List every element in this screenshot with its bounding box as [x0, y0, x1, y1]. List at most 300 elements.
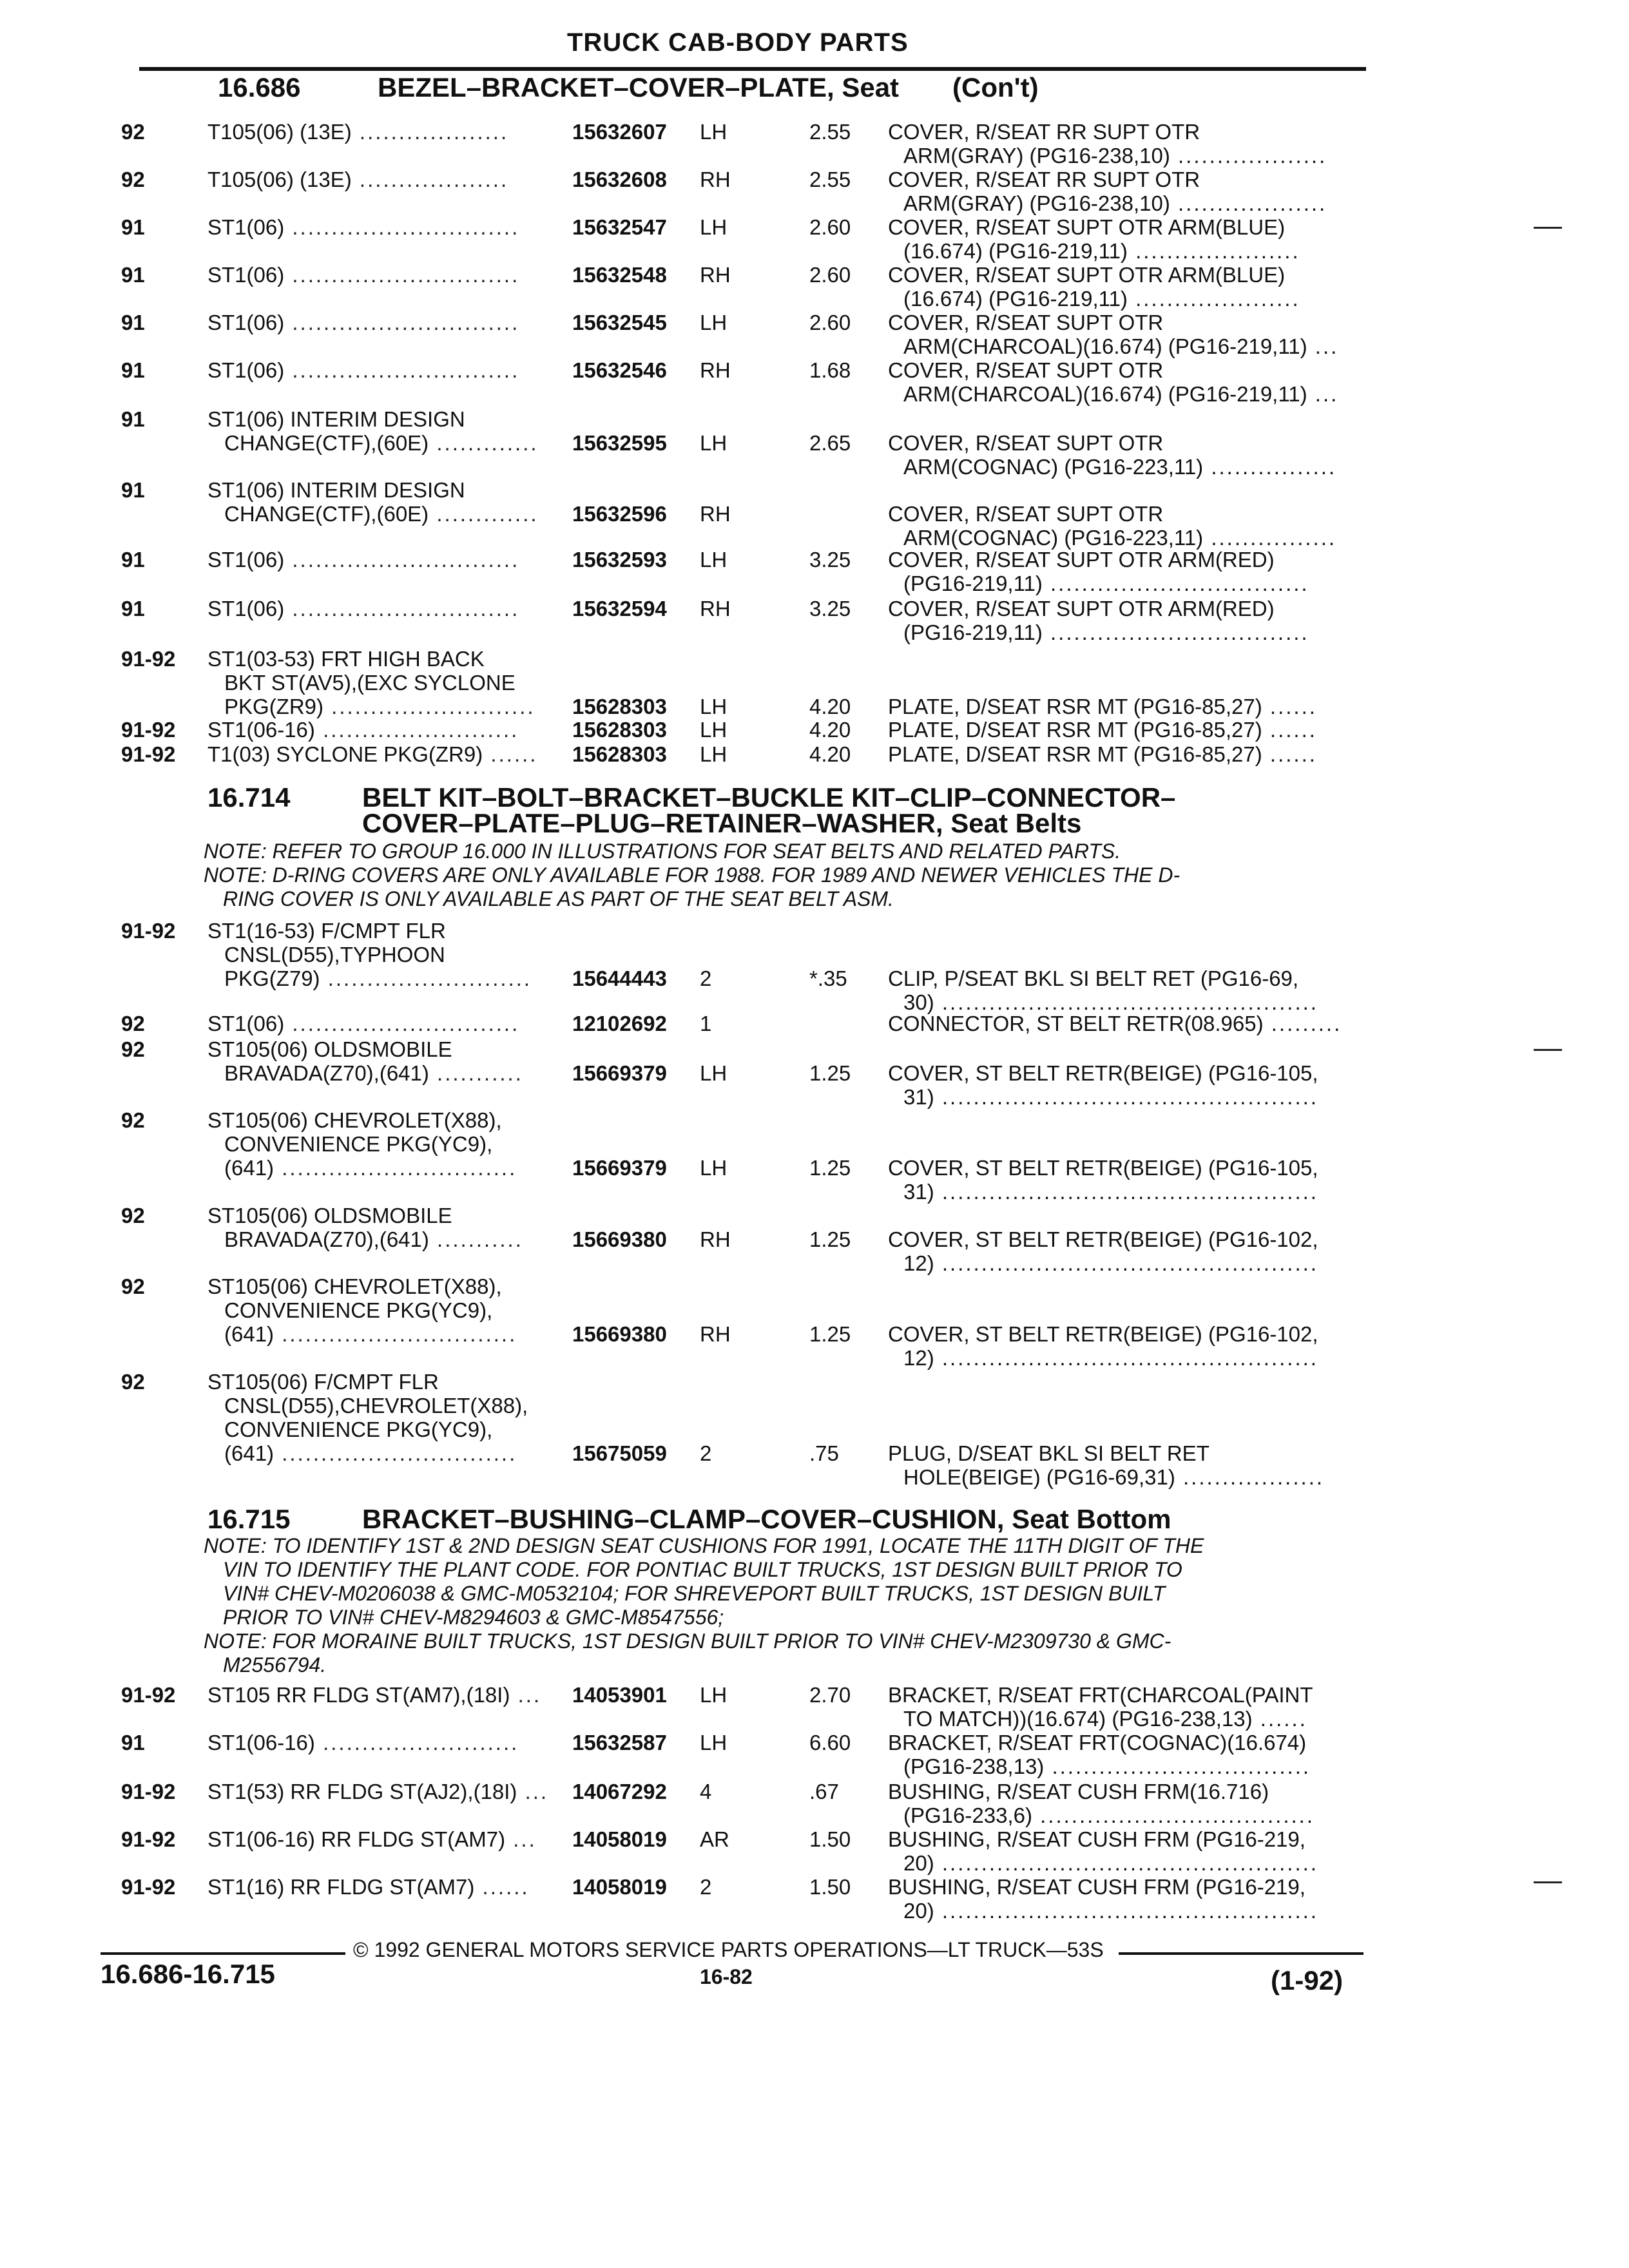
dot-leader: .........	[1263, 1012, 1342, 1035]
quantity-or-side: LH	[700, 120, 728, 144]
application-line	[207, 597, 568, 620]
part-name: BUSHING,	[888, 1827, 991, 1851]
part-number: 15632547	[572, 215, 667, 239]
section-title-continued	[362, 808, 1081, 839]
dot-leader: .................................	[1042, 572, 1309, 595]
dot-leader: .........................	[314, 1731, 519, 1754]
model-year: 92	[121, 168, 145, 191]
part-detail: R/SEAT SUPT OTR ARM(BLUE)	[975, 215, 1286, 239]
part-description-line	[888, 1251, 1318, 1275]
part-description	[888, 1227, 1318, 1275]
application-description	[207, 1274, 568, 1346]
application-description	[207, 215, 568, 239]
dot-leader: .....................	[1127, 287, 1300, 311]
page-header-title: TRUCK CAB-BODY PARTS	[567, 28, 909, 57]
application-description	[207, 647, 568, 718]
dot-leader: ................................................	[934, 1180, 1318, 1204]
part-detail: ST BELT RETR(BEIGE) (PG16-105,	[975, 1156, 1318, 1180]
model-year: 91-92	[121, 1780, 176, 1803]
part-description-line	[888, 572, 1309, 595]
model-year: 91	[121, 548, 145, 572]
dot-leader: ................................................	[934, 1899, 1318, 1923]
quantity-or-side: 2	[700, 1441, 712, 1465]
unit-price: 2.65	[809, 431, 851, 455]
unit-price: 3.25	[809, 597, 851, 620]
part-name: BUSHING,	[888, 1875, 991, 1899]
part-description-line	[888, 1441, 1324, 1465]
application-description	[207, 311, 568, 334]
part-description-line	[888, 334, 1338, 358]
part-detail: ST BELT RETR(08.965)	[1036, 1012, 1264, 1035]
footer-copyright: © 1992 GENERAL MOTORS SERVICE PARTS OPERATIONS—LT TRUCK—53S	[353, 1938, 1104, 1961]
part-number: 14053901	[572, 1683, 667, 1707]
section-title: BRACKET–BUSHING–CLAMP–COVER–CUSHION, Seat Bottom	[362, 1504, 1171, 1534]
part-detail: (16.674) (PG16-219,11)	[903, 287, 1128, 311]
part-description-line	[888, 455, 1336, 479]
part-name: BRACKET,	[888, 1683, 992, 1707]
part-description-line	[888, 431, 1336, 455]
model-year: 91-92	[121, 647, 176, 671]
part-description-line	[888, 1875, 1318, 1899]
part-detail: R/SEAT CUSH FRM (PG16-219,	[996, 1827, 1306, 1851]
model-year: 92	[121, 1012, 145, 1035]
part-description-line	[888, 1180, 1318, 1204]
section-number: 16.686	[218, 72, 301, 102]
dot-leader: .............................	[284, 311, 520, 334]
part-detail: 12)	[903, 1346, 934, 1370]
part-description-line	[888, 1803, 1315, 1827]
application-text: ST1(06-16)	[207, 718, 315, 742]
margin-mark	[1534, 227, 1562, 229]
unit-price: 1.25	[809, 1061, 851, 1085]
section-note-line: PRIOR TO VIN# CHEV-M8294603 & GMC-M8547556;	[223, 1606, 724, 1629]
application-line	[207, 1418, 568, 1441]
dot-leader: ...	[510, 1683, 542, 1707]
application-line	[207, 1037, 568, 1061]
application-line	[207, 1731, 568, 1754]
dot-leader: ................................................	[934, 1085, 1318, 1109]
part-description	[888, 1156, 1318, 1204]
unit-price: 6.60	[809, 1731, 851, 1754]
part-number: 15669380	[572, 1322, 667, 1346]
application-text: ST1(16-53) F/CMPT FLR	[207, 919, 446, 943]
application-text: CHANGE(CTF),(60E)	[224, 502, 429, 526]
margin-mark	[1534, 1049, 1562, 1051]
dot-leader: ...................	[351, 120, 509, 144]
part-description-line	[888, 1012, 1342, 1035]
application-description	[207, 1780, 568, 1803]
unit-price: 4.20	[809, 695, 851, 718]
part-name: COVER,	[888, 1156, 970, 1180]
part-description	[888, 1441, 1324, 1489]
part-description	[888, 1780, 1315, 1827]
model-year: 91-92	[121, 1827, 176, 1851]
quantity-or-side: LH	[700, 695, 728, 718]
section-title-line2: COVER–PLATE–PLUG–RETAINER–WASHER, Seat Belts	[362, 808, 1082, 838]
part-description	[888, 1322, 1318, 1370]
part-detail: R/SEAT SUPT OTR	[975, 311, 1164, 334]
section-note-line: NOTE: TO IDENTIFY 1ST & 2ND DESIGN SEAT CUSHIONS FOR 1991, LOCATE THE 11TH DIGIT OF THE	[204, 1534, 1204, 1557]
application-line	[207, 943, 568, 966]
part-description-line	[888, 1085, 1318, 1109]
application-text: ST105(06) CHEVROLET(X88),	[207, 1274, 502, 1298]
part-description	[888, 1061, 1318, 1109]
application-line	[207, 1012, 568, 1035]
model-year: 91	[121, 1731, 145, 1754]
part-detail: 31)	[903, 1085, 934, 1109]
part-name: COVER,	[888, 1227, 970, 1251]
dot-leader: .............................	[284, 548, 520, 572]
application-description	[207, 478, 568, 526]
unit-price: *.35	[809, 966, 847, 990]
application-text: ST105(06) CHEVROLET(X88),	[207, 1108, 502, 1132]
part-detail: D/SEAT BKL SI BELT RET	[958, 1441, 1210, 1465]
unit-price: .67	[809, 1780, 839, 1803]
model-year: 91	[121, 263, 145, 287]
dot-leader: .............................	[284, 215, 520, 239]
part-description	[888, 263, 1300, 311]
part-detail: ARM(CHARCOAL)(16.674) (PG16-219,11)	[903, 334, 1307, 358]
application-text: CONVENIENCE PKG(YC9),	[224, 1132, 493, 1156]
part-description-line	[888, 966, 1318, 990]
application-text: PKG(Z79)	[224, 966, 320, 990]
application-line	[207, 1204, 568, 1227]
quantity-or-side: LH	[700, 1731, 728, 1754]
application-description	[207, 1108, 568, 1180]
application-description	[207, 120, 568, 144]
dot-leader: .............	[429, 502, 539, 526]
application-line	[207, 1394, 568, 1418]
part-description-line	[888, 597, 1309, 620]
part-description-line	[888, 1899, 1318, 1923]
dot-leader: ......	[483, 742, 538, 766]
quantity-or-side: LH	[700, 311, 728, 334]
part-description	[888, 548, 1309, 595]
dot-leader: ...................	[1170, 191, 1327, 215]
part-detail: (PG16-219,11)	[903, 572, 1043, 595]
unit-price: 1.25	[809, 1156, 851, 1180]
dot-leader: ................................................	[934, 990, 1318, 1014]
part-detail: (PG16-219,11)	[903, 620, 1043, 644]
application-description	[207, 1204, 568, 1251]
dot-leader: ................................................	[934, 1251, 1318, 1275]
application-line	[207, 431, 568, 455]
quantity-or-side: LH	[700, 718, 728, 742]
part-name: COVER,	[888, 358, 970, 382]
application-line	[207, 1108, 568, 1132]
dot-leader: ...................	[1170, 144, 1327, 168]
application-description	[207, 718, 568, 742]
quantity-or-side: RH	[700, 263, 731, 287]
part-detail: ARM(COGNAC) (PG16-223,11)	[903, 526, 1204, 550]
quantity-or-side: 1	[700, 1012, 712, 1035]
part-number: 15669380	[572, 1227, 667, 1251]
part-detail: ARM(GRAY) (PG16-238,10)	[903, 191, 1170, 215]
part-detail: ST BELT RETR(BEIGE) (PG16-102,	[975, 1227, 1318, 1251]
part-number: 15632548	[572, 263, 667, 287]
dot-leader: .............................	[284, 1012, 520, 1035]
part-description-line	[888, 1780, 1315, 1803]
part-number: 14058019	[572, 1875, 667, 1899]
part-number: 15632596	[572, 502, 667, 526]
part-detail: D/SEAT RSR MT (PG16-85,27)	[965, 695, 1262, 718]
footer-group-range: 16.686-16.715	[101, 1959, 275, 1989]
application-text: ST1(06)	[207, 215, 285, 239]
application-text: ST1(06-16)	[207, 1731, 315, 1754]
section-note-line: NOTE: FOR MORAINE BUILT TRUCKS, 1ST DESIGN BUILT PRIOR TO VIN# CHEV-M2309730 & GMC-	[204, 1629, 1171, 1653]
dot-leader: ..........................	[323, 695, 535, 718]
application-description	[207, 168, 568, 191]
unit-price: 1.68	[809, 358, 851, 382]
part-number: 15632593	[572, 548, 667, 572]
application-line	[207, 1827, 568, 1851]
application-text: ST105(06) OLDSMOBILE	[207, 1037, 452, 1061]
section-title: BELT KIT–BOLT–BRACKET–BUCKLE KIT–CLIP–CONNECTOR–	[362, 782, 1176, 812]
application-description	[207, 1827, 568, 1851]
application-line	[207, 168, 568, 191]
quantity-or-side: 2	[700, 1875, 712, 1899]
model-year: 92	[121, 1204, 145, 1227]
part-description-line	[888, 1754, 1311, 1778]
application-text: CHANGE(CTF),(60E)	[224, 431, 429, 455]
dot-leader: ...	[1307, 382, 1339, 406]
part-description-line	[888, 1227, 1318, 1251]
part-description	[888, 1731, 1311, 1778]
part-detail: 20)	[903, 1899, 934, 1923]
footer-rule-right	[1119, 1952, 1364, 1955]
quantity-or-side: LH	[700, 431, 728, 455]
application-text: ST1(06) INTERIM DESIGN	[207, 478, 465, 502]
model-year: 91-92	[121, 919, 176, 943]
application-line	[207, 1875, 568, 1899]
dot-leader: ..........................	[320, 966, 532, 990]
application-line	[207, 1274, 568, 1298]
part-detail: HOLE(BEIGE) (PG16-69,31)	[903, 1465, 1175, 1489]
part-name: CONNECTOR,	[888, 1012, 1031, 1035]
part-detail: ST BELT RETR(BEIGE) (PG16-105,	[975, 1061, 1318, 1085]
part-number: 15632607	[572, 120, 667, 144]
unit-price: 2.55	[809, 120, 851, 144]
unit-price: 1.50	[809, 1875, 851, 1899]
part-name: COVER,	[888, 120, 970, 144]
application-line	[207, 358, 568, 382]
quantity-or-side: LH	[700, 548, 728, 572]
application-line	[207, 311, 568, 334]
part-description-line	[888, 548, 1309, 572]
model-year: 91-92	[121, 1875, 176, 1899]
dot-leader: ...........	[429, 1227, 523, 1251]
part-name: COVER,	[888, 548, 970, 572]
part-detail: (16.674) (PG16-219,11)	[903, 239, 1128, 263]
application-text: CNSL(D55),CHEVROLET(X88),	[224, 1394, 528, 1418]
application-text: ST1(06)	[207, 358, 285, 382]
part-description	[888, 1683, 1313, 1731]
section-note-line: RING COVER IS ONLY AVAILABLE AS PART OF THE SEAT BELT ASM.	[223, 887, 894, 910]
unit-price: 1.25	[809, 1322, 851, 1346]
application-description	[207, 358, 568, 382]
application-line	[207, 1156, 568, 1180]
model-year: 92	[121, 120, 145, 144]
application-line	[207, 1227, 568, 1251]
quantity-or-side: LH	[700, 1156, 728, 1180]
part-description-line	[888, 120, 1327, 144]
part-description	[888, 966, 1318, 1014]
part-detail: R/SEAT FRT(COGNAC)(16.674)	[998, 1731, 1307, 1754]
part-description	[888, 215, 1300, 263]
dot-leader: ......	[1252, 1707, 1307, 1731]
quantity-or-side: 4	[700, 1780, 712, 1803]
part-number: 15632546	[572, 358, 667, 382]
application-description	[207, 1037, 568, 1085]
unit-price: 2.55	[809, 168, 851, 191]
part-description-line	[888, 1827, 1318, 1851]
application-text: ST1(06)	[207, 263, 285, 287]
quantity-or-side: LH	[700, 742, 728, 766]
part-description-line	[888, 990, 1318, 1014]
part-detail: D/SEAT RSR MT (PG16-85,27)	[965, 742, 1262, 766]
application-line	[207, 1061, 568, 1085]
dot-leader: .............	[429, 431, 539, 455]
part-detail: R/SEAT SUPT OTR	[975, 502, 1164, 526]
part-description	[888, 1875, 1318, 1923]
application-text: T1(03) SYCLONE PKG(ZR9)	[207, 742, 483, 766]
application-line	[207, 919, 568, 943]
application-text: ST1(16) RR FLDG ST(AM7)	[207, 1875, 475, 1899]
application-text: ST105 RR FLDG ST(AM7),(18I)	[207, 1683, 510, 1707]
dot-leader: .....................	[1127, 239, 1300, 263]
part-description-line	[888, 1061, 1318, 1085]
part-name: PLATE,	[888, 742, 960, 766]
unit-price: 2.60	[809, 263, 851, 287]
application-description	[207, 1012, 568, 1035]
footer-rule-left	[101, 1952, 345, 1955]
application-text: PKG(ZR9)	[224, 695, 324, 718]
part-description	[888, 502, 1336, 550]
quantity-or-side: LH	[700, 215, 728, 239]
part-description-line	[888, 215, 1300, 239]
application-line	[207, 1322, 568, 1346]
application-text: T105(06) (13E)	[207, 168, 352, 191]
part-description-line	[888, 1156, 1318, 1180]
part-name: COVER,	[888, 431, 970, 455]
part-number: 15632608	[572, 168, 667, 191]
part-description	[888, 431, 1336, 479]
application-description	[207, 597, 568, 620]
part-name: COVER,	[888, 215, 970, 239]
part-description	[888, 311, 1338, 358]
part-detail: ARM(GRAY) (PG16-238,10)	[903, 144, 1170, 168]
part-description	[888, 742, 1317, 766]
application-text: ST1(06)	[207, 311, 285, 334]
model-year: 92	[121, 1274, 145, 1298]
dot-leader: ......	[474, 1875, 530, 1899]
section-continued: (Con't)	[952, 72, 1039, 102]
dot-leader: ..............................	[274, 1322, 517, 1346]
model-year: 91	[121, 358, 145, 382]
application-text: ST1(06) INTERIM DESIGN	[207, 407, 465, 431]
unit-price: 2.60	[809, 311, 851, 334]
part-number: 15644443	[572, 966, 667, 990]
application-line	[207, 1780, 568, 1803]
part-description	[888, 695, 1317, 718]
model-year: 91	[121, 311, 145, 334]
application-line	[207, 1132, 568, 1156]
dot-leader: ..............................	[274, 1441, 517, 1465]
dot-leader: .............................	[284, 263, 520, 287]
application-description	[207, 1370, 568, 1465]
section-note-line: VIN# CHEV-M0206038 & GMC-M0532104; FOR SHREVEPORT BUILT TRUCKS, 1ST DESIGN BUILT	[223, 1582, 1166, 1605]
dot-leader: .............................	[284, 358, 520, 382]
application-description	[207, 1683, 568, 1707]
model-year: 92	[121, 1370, 145, 1394]
unit-price: 2.70	[809, 1683, 851, 1707]
section-note-line: NOTE: REFER TO GROUP 16.000 IN ILLUSTRATIONS FOR SEAT BELTS AND RELATED PARTS.	[204, 840, 1121, 863]
part-name: PLATE,	[888, 695, 960, 718]
application-text: BRAVADA(Z70),(641)	[224, 1227, 429, 1251]
dot-leader: ................................................	[934, 1851, 1318, 1875]
part-description-line	[888, 382, 1338, 406]
quantity-or-side: RH	[700, 1322, 731, 1346]
margin-mark	[1534, 1881, 1562, 1883]
part-name: COVER,	[888, 1322, 970, 1346]
part-detail: 20)	[903, 1851, 934, 1875]
part-description-line	[888, 168, 1327, 191]
dot-leader: .................................	[1042, 620, 1309, 644]
part-detail: (PG16-233,6)	[903, 1803, 1032, 1827]
part-description-line	[888, 239, 1300, 263]
application-description	[207, 263, 568, 287]
part-description	[888, 1012, 1342, 1035]
application-text: BKT ST(AV5),(EXC SYCLONE	[224, 671, 516, 695]
application-line	[207, 263, 568, 287]
part-detail: 30)	[903, 990, 934, 1014]
application-text: ST105(06) F/CMPT FLR	[207, 1370, 439, 1394]
part-description	[888, 358, 1338, 406]
part-description-line	[888, 1465, 1324, 1489]
part-description	[888, 120, 1327, 168]
model-year: 91	[121, 407, 145, 431]
part-description	[888, 597, 1309, 644]
part-detail: R/SEAT SUPT OTR ARM(RED)	[975, 597, 1275, 620]
part-description-line	[888, 263, 1300, 287]
application-line	[207, 695, 568, 718]
application-line	[207, 742, 568, 766]
section-note-line: M2556794.	[223, 1653, 327, 1677]
part-detail: D/SEAT RSR MT (PG16-85,27)	[965, 718, 1262, 742]
section-note-line: VIN TO IDENTIFY THE PLANT CODE. FOR PONTIAC BUILT TRUCKS, 1ST DESIGN BUILT PRIOR TO	[223, 1558, 1182, 1581]
part-detail: (PG16-238,13)	[903, 1754, 1045, 1778]
dot-leader: .........................	[314, 718, 519, 742]
unit-price: 1.25	[809, 1227, 851, 1251]
part-description-line	[888, 1851, 1318, 1875]
quantity-or-side: 2	[700, 966, 712, 990]
application-line	[207, 407, 568, 431]
part-number: 15628303	[572, 742, 667, 766]
unit-price: 3.25	[809, 548, 851, 572]
part-description-line	[888, 1731, 1311, 1754]
part-description	[888, 718, 1317, 742]
part-description-line	[888, 358, 1338, 382]
dot-leader: ................	[1203, 455, 1337, 479]
part-name: COVER,	[888, 263, 970, 287]
application-line	[207, 215, 568, 239]
application-text: (641)	[224, 1441, 275, 1465]
part-detail: R/SEAT SUPT OTR ARM(BLUE)	[975, 263, 1286, 287]
dot-leader: ...................................	[1032, 1803, 1315, 1827]
part-name: BUSHING,	[888, 1780, 991, 1803]
part-number: 14067292	[572, 1780, 667, 1803]
dot-leader: .................................	[1044, 1754, 1311, 1778]
